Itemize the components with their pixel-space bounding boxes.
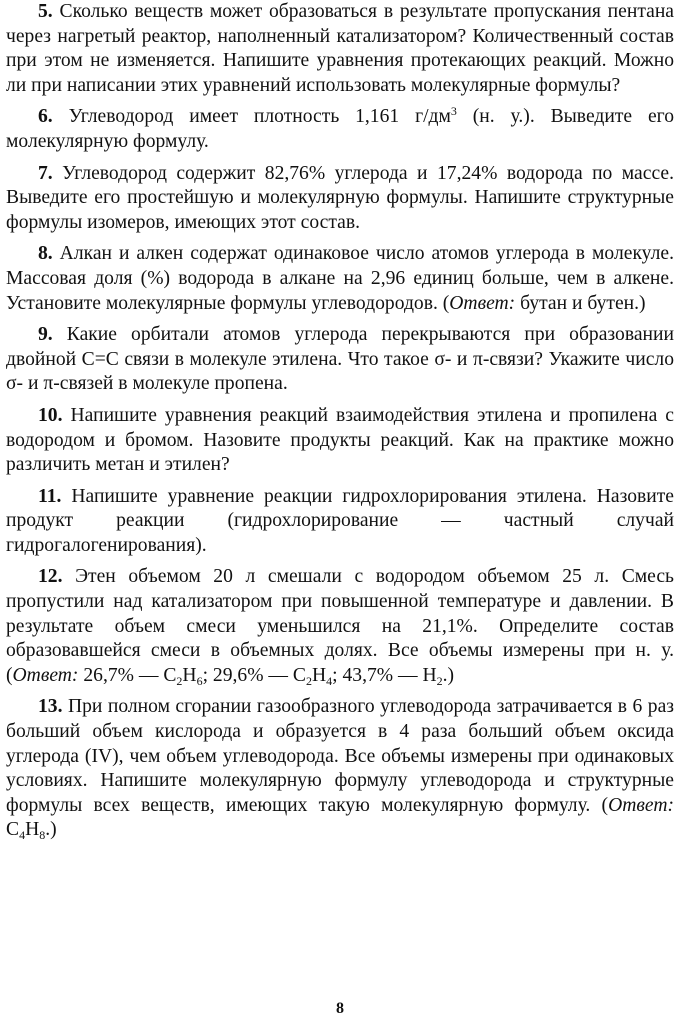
- problem-number: 5.: [38, 1, 53, 22]
- problem-text: Углеводород содержит 82,76% углерода и 17,24% водорода по массе. Выведите его простейшую и молекулярную формулы. Напишите структурные формулы изомеров, имеющих этот состав.: [6, 162, 674, 233]
- answer-text: ; 29,6% — C: [202, 664, 306, 686]
- problem-6: [6, 105, 674, 154]
- problem-11: [6, 485, 674, 559]
- problem-number: 10.: [38, 404, 63, 426]
- answer-label: Ответ:: [12, 664, 79, 686]
- answer-text: 26,7% — C: [78, 664, 177, 686]
- answer-text: H: [25, 819, 40, 841]
- subscript: 2: [176, 673, 183, 688]
- problem-number: 9.: [38, 324, 53, 346]
- problem-7: [6, 162, 674, 236]
- subscript: 4: [19, 828, 26, 843]
- problem-number: 11.: [38, 485, 62, 507]
- answer-text: H: [182, 664, 197, 686]
- superscript: 3: [450, 104, 457, 119]
- answer-label: Ответ:: [608, 794, 674, 816]
- problem-8: [6, 242, 674, 316]
- problem-9: [6, 323, 674, 397]
- problem-text: Углеводород имеет плотность 1,161 г/дм: [68, 106, 451, 128]
- answer-text: ; 43,7% — H: [332, 664, 437, 686]
- answer-label: Ответ:: [449, 292, 516, 314]
- problem-text: При полном сгорании газообразного углеводорода затрачивается в 6 раз больший объем кислорода и образуется в 4 раза больший объем оксида углерода (IV), чем объем углеводорода. Все объемы измерены при одинаковых условиях. Напишите молекулярную формулу углеводорода и структурные формулы всех веществ, имеющих такую молекулярную формулу. (: [6, 696, 675, 816]
- problem-number: 8.: [38, 243, 53, 265]
- problem-text: Алкан и алкен содержат одинаковое число атомов углерода в молекуле. Массовая доля (%) водорода в алкане на 2,96 единиц больше, чем в алкене. Установите молекулярные формулы углеводородов. (: [6, 243, 674, 314]
- problem-text: Напишите уравнение реакции гидрохлорирования этилена. Назовите продукт реакции (гидрохлорирование — частный случай гидрогалогенирования).: [6, 485, 674, 556]
- problem-text: Напишите уравнения реакций взаимодействия этилена и пропилена с водородом и бромом. Назовите продукты реакций. Как на практике можно различить метан и этилен?: [6, 404, 674, 476]
- answer-text: H: [312, 664, 327, 686]
- answer-text: .): [442, 664, 455, 686]
- problem-12: [6, 565, 674, 688]
- subscript: 2: [436, 673, 443, 688]
- problem-number: 7.: [38, 162, 53, 184]
- subscript: 4: [326, 673, 333, 688]
- subscript: 8: [39, 828, 46, 843]
- subscript: 2: [306, 673, 312, 688]
- problem-text: (н. у.). Выведите его молекулярную формулу.: [6, 106, 675, 152]
- answer-text: .): [45, 819, 57, 841]
- problem-number: 13.: [38, 696, 63, 718]
- page-number: 8: [336, 1000, 344, 1017]
- problem-text: Сколько веществ может образоваться в результате пропускания пентана через нагретый реактор, наполненный катализатором? Количественный состав при этом не изменяется. Напишите уравнения протекающих реакций. Можно ли при написании этих уравнений использовать молекулярные формулы?: [6, 1, 674, 96]
- answer-text: C: [6, 819, 20, 841]
- problem-number: 12.: [38, 566, 63, 588]
- answer-text: бутан и бутен.): [515, 292, 646, 314]
- subscript: 6: [196, 673, 203, 688]
- problem-text: Этен объемом 20 л смешали с водородом объемом 25 л. Смесь пропустили над катализатором при повышенной температуре и давлении. В результате объем смеси уменьшился на 21,1%. Определите состав образовавшейся смеси в объемных долях. Все объемы измерены при н. у. (: [6, 566, 674, 686]
- problem-13: [6, 695, 674, 843]
- problem-number: 6.: [38, 106, 53, 128]
- problem-text: Какие орбитали атомов углерода перекрываются при образовании двойной С=С связи в молекуле этилена. Что такое σ- и π-связи? Укажите число σ- и π-связей в молекуле пропена.: [6, 324, 674, 395]
- problem-5: [6, 0, 674, 98]
- problems-list: [6, 0, 674, 850]
- problem-10: [6, 404, 674, 478]
